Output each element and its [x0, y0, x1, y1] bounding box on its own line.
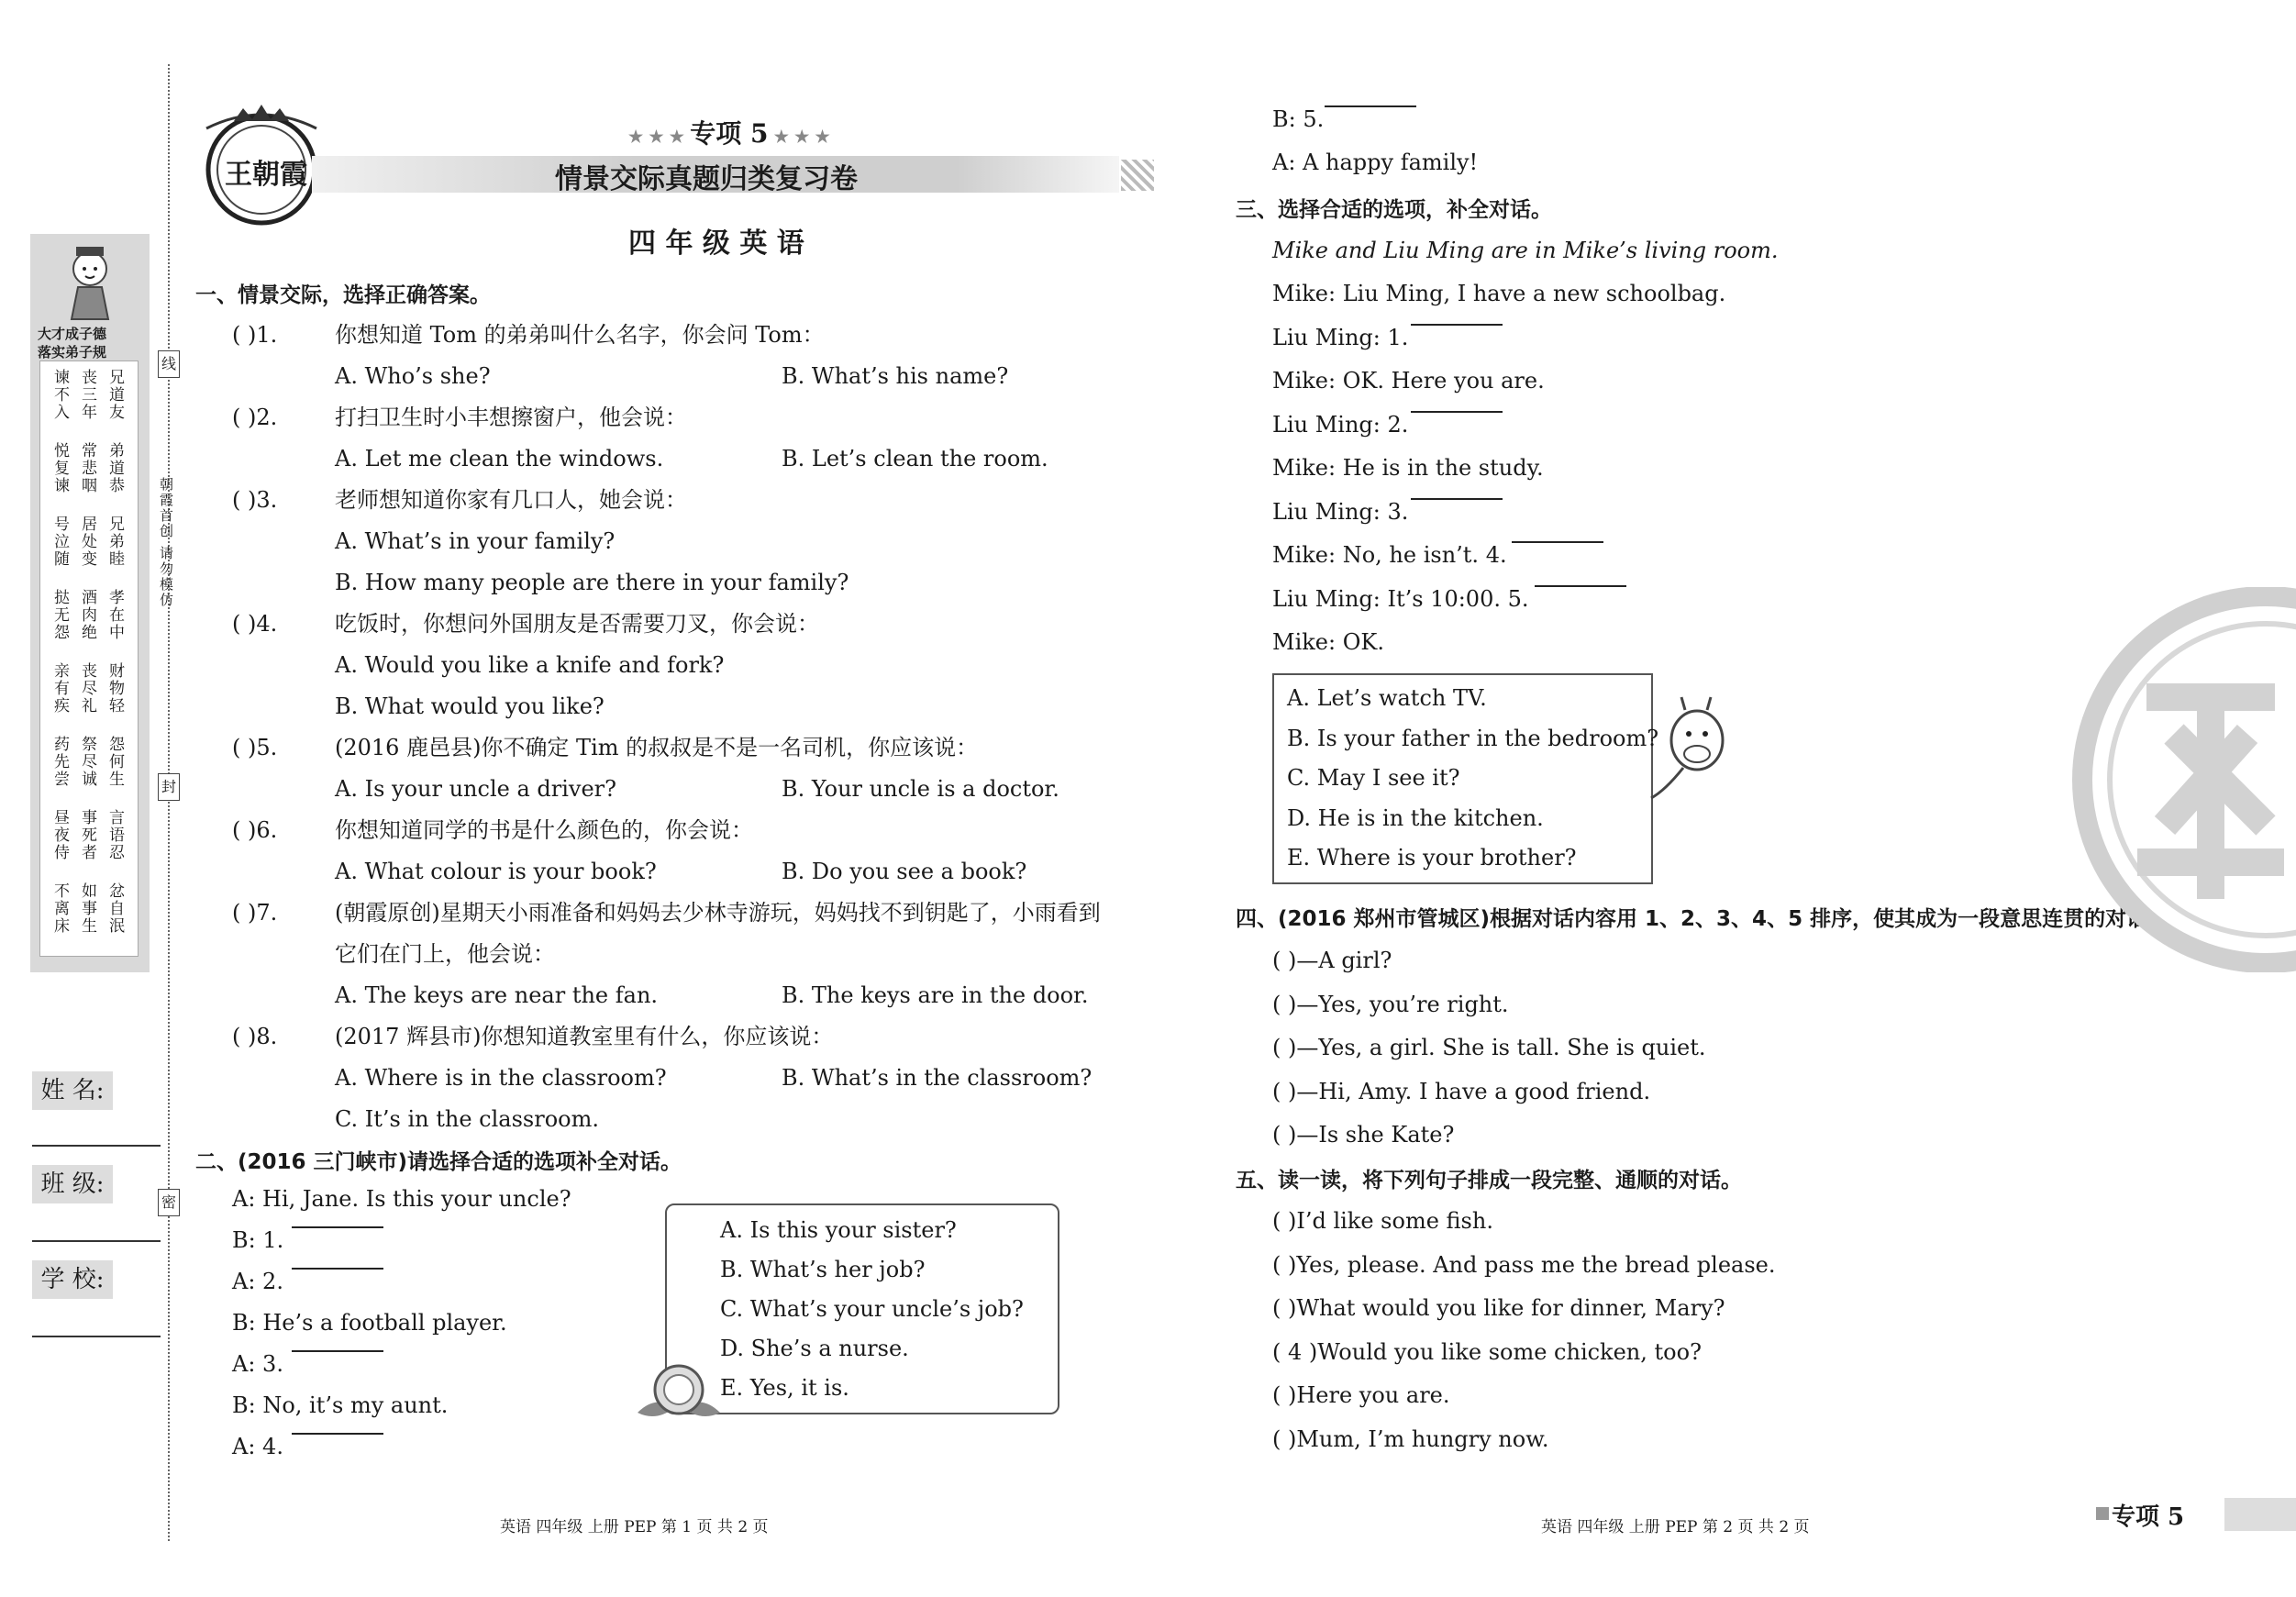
class-field[interactable]: [32, 1240, 161, 1242]
verse-column: 药先尝: [50, 736, 69, 788]
verse-column: 不离床: [50, 882, 69, 935]
giraffe-icon: [1647, 690, 1729, 809]
sidebar-panel: [30, 234, 150, 972]
binding-line: [168, 64, 170, 1541]
answer-blank[interactable]: [1325, 105, 1416, 107]
question-text: (朝霞原创)星期天小雨准备和妈妈去少林寺游玩，妈妈找不到钥匙了，小雨看到: [335, 900, 1101, 926]
verse-column: 如事生: [78, 882, 96, 935]
option-a[interactable]: A. The keys are near the fan.: [335, 982, 659, 1008]
class-label: 班 级:: [32, 1165, 113, 1203]
section5-heading: 五、读一读，将下列句子排成一段完整、通顺的对话。: [1236, 1169, 1742, 1192]
ordering-item[interactable]: ( )—Is she Kate?: [1272, 1122, 1455, 1148]
ordering-item[interactable]: ( )—A girl?: [1272, 948, 1392, 973]
section1-heading: 一、情景交际，选择正确答案。: [195, 283, 491, 307]
school-field[interactable]: [32, 1336, 161, 1337]
dialogue-line: Liu Ming: It’s 10:00. 5.: [1272, 585, 1529, 612]
child-scholar-illustration: [49, 241, 131, 324]
dialogue-line: A: 2.: [232, 1269, 283, 1294]
page-title: 情景交际真题归类复习卷: [555, 163, 858, 195]
secret-seal-watermark: [2064, 587, 2296, 972]
verse-column: 挞无怨: [50, 589, 69, 641]
verse-column: 号泣随: [50, 516, 69, 568]
dialogue-line: Mike: He is in the study.: [1272, 455, 1544, 481]
question-number: ( )5.: [232, 735, 278, 760]
verse-column: 忿自泯: [105, 882, 124, 935]
question-number: ( )1.: [232, 322, 278, 348]
dialogue-line: B: 1.: [232, 1227, 284, 1253]
section2-option: D. She’s a nurse.: [720, 1336, 909, 1361]
star-icon: ★ ★ ★: [628, 128, 691, 147]
answer-blank[interactable]: [1535, 585, 1626, 587]
verse-column: 言语忍: [105, 809, 124, 861]
dialogue-line: Mike: No, he isn’t. 4.: [1272, 542, 1507, 568]
question-text-cont: 它们在门上，他会说：: [335, 941, 555, 967]
ordering-item[interactable]: ( )Mum, I’m hungry now.: [1272, 1425, 1549, 1452]
ordering-item[interactable]: ( )Here you are.: [1272, 1382, 1450, 1408]
verse-column: 孝在中: [105, 589, 124, 641]
answer-blank[interactable]: [1512, 541, 1603, 543]
verse-column: 弟道恭: [105, 442, 124, 494]
option-b[interactable]: B. Your uncle is a doctor.: [782, 776, 1059, 802]
option-a[interactable]: A. What colour is your book?: [335, 859, 657, 884]
name-field[interactable]: [32, 1145, 161, 1147]
section2-option: C. What’s your uncle’s job?: [720, 1296, 1024, 1322]
dialogue-line: Liu Ming: 1.: [1272, 324, 1409, 350]
question-number: ( )2.: [232, 405, 278, 430]
option-a[interactable]: A. Is your uncle a driver?: [335, 776, 616, 802]
dialogue-line: Liu Ming: 2.: [1272, 411, 1409, 438]
answer-blank[interactable]: [1411, 411, 1503, 413]
section3-option: C. May I see it?: [1287, 765, 1460, 791]
verse-column: 酒肉绝: [78, 589, 96, 641]
option-a[interactable]: A. Where is in the classroom?: [335, 1065, 667, 1091]
ordering-item[interactable]: ( )—Hi, Amy. I have a good friend.: [1272, 1078, 1651, 1104]
section3-options-box: [1272, 673, 1659, 884]
star-icon: ★ ★ ★: [768, 128, 830, 147]
answer-blank[interactable]: [1411, 498, 1503, 500]
ordering-item[interactable]: ( )—Yes, you’re right.: [1272, 991, 1509, 1017]
verse-column: 祭尽诚: [78, 736, 96, 788]
dialogue-line: A: 3.: [232, 1351, 283, 1377]
section4-heading: 四、(2016 郑州市管城区)根据对话内容用 1、2、3、4、5 排序，使其成为一段意思连贯的对话。: [1236, 907, 2169, 931]
verse-column: 财物轻: [105, 662, 124, 715]
footer-dots: [2096, 1507, 2109, 1520]
verse-column: 居处变: [78, 516, 96, 568]
answer-blank[interactable]: [292, 1226, 383, 1228]
question-text: 你想知道 Tom 的弟弟叫什么名字，你会问 Tom：: [335, 322, 825, 348]
question-number: ( )7.: [232, 900, 278, 926]
verse-column: 兄道友: [105, 369, 124, 421]
scene-intro: Mike and Liu Ming are in Mike’s living room.: [1272, 238, 1779, 263]
answer-blank[interactable]: [292, 1268, 383, 1270]
option-b[interactable]: B. What would you like?: [335, 693, 605, 719]
option-b[interactable]: B. The keys are in the door.: [782, 982, 1089, 1008]
section2-option: B. What’s her job?: [720, 1257, 926, 1282]
banner-pattern: [1121, 160, 1154, 191]
footer-bar: [2224, 1498, 2296, 1531]
verse-box: [39, 360, 139, 957]
dialogue-line: B: No, it’s my aunt.: [232, 1392, 449, 1418]
ordering-item[interactable]: ( )What would you like for dinner, Mary?: [1272, 1295, 1725, 1321]
name-label: 姓 名:: [32, 1071, 113, 1110]
question-number: ( )6.: [232, 817, 278, 843]
school-label: 学 校:: [32, 1260, 113, 1299]
verse-column: 兄弟睦: [105, 516, 124, 568]
ordering-item[interactable]: ( 4 )Would you like some chicken, too?: [1272, 1338, 1702, 1365]
ordering-item[interactable]: ( )I’d like some fish.: [1272, 1208, 1493, 1234]
question-text: 打扫卫生时小丰想擦窗户，他会说：: [335, 405, 687, 430]
question-text: (2017 辉县市)你想知道教室里有什么，你应该说：: [335, 1024, 834, 1049]
seal-line: 线: [158, 350, 180, 378]
option-a[interactable]: A. Would you like a knife and fork?: [335, 652, 725, 678]
footer-right: 英语 四年级 上册 PEP 第 2 页 共 2 页: [1541, 1518, 1810, 1536]
verse-column: 怨何生: [105, 736, 124, 788]
question-text: 你想知道同学的书是什么颜色的，你会说：: [335, 817, 753, 843]
answer-blank[interactable]: [1411, 324, 1503, 326]
question-text: 老师想知道你家有几口人，她会说：: [335, 487, 687, 513]
verse-column: 昼夜侍: [50, 809, 69, 861]
question-text: 吃饭时，你想问外国朋友是否需要刀叉，你会说：: [335, 611, 819, 637]
verse-column: 亲有疾: [50, 662, 69, 715]
question-number: ( )8.: [232, 1024, 278, 1049]
dialogue-line: Liu Ming: 3.: [1272, 498, 1409, 525]
section3-option: A. Let’s watch TV.: [1287, 685, 1487, 711]
verse-column: 事死者: [78, 809, 96, 861]
option-b[interactable]: B. Do you see a book?: [782, 859, 1027, 884]
option-b[interactable]: B. How many people are there in your family?: [335, 570, 849, 595]
motto-line-1: 大才成子德: [38, 326, 107, 342]
dialogue-line: Mike: Liu Ming, I have a new schoolbag.: [1272, 281, 1726, 306]
dialogue-line: A: 4.: [232, 1434, 283, 1459]
ordering-item[interactable]: ( )—Yes, a girl. She is tall. She is quiet.: [1272, 1035, 1706, 1060]
option-b[interactable]: B. What’s in the classroom?: [782, 1065, 1093, 1091]
seal-secret: 密: [158, 1189, 180, 1216]
motto-line-2: 落实弟子规: [38, 344, 107, 360]
verse-column: 丧三年: [78, 369, 96, 421]
verse-column: 常悲咽: [78, 442, 96, 494]
section2-heading: 二、(2016 三门峡市)请选择合适的选项补全对话。: [195, 1150, 682, 1174]
dialogue-line: Mike: OK.: [1272, 629, 1384, 655]
question-number: ( )3.: [232, 487, 278, 513]
logo-text: 王朝霞: [225, 159, 307, 191]
answer-blank[interactable]: [292, 1433, 383, 1435]
answer-blank[interactable]: [292, 1350, 383, 1352]
option-b[interactable]: B. What’s his name?: [782, 363, 1009, 389]
footer-left: 英语 四年级 上册 PEP 第 1 页 共 2 页: [500, 1518, 769, 1536]
section2-option: A. Is this your sister?: [720, 1217, 957, 1243]
option-c[interactable]: C. It’s in the classroom.: [335, 1106, 599, 1132]
dialogue-line: Mike: OK. Here you are.: [1272, 368, 1545, 394]
section3-heading: 三、选择合适的选项，补全对话。: [1236, 198, 1552, 222]
dialogue-line: B: 5.: [1272, 106, 1325, 132]
question-text: (2016 鹿邑县)你不确定 Tim 的叔叔是不是一名司机，你应该说：: [335, 735, 979, 760]
seal-seal: 封: [158, 773, 180, 801]
question-number: ( )4.: [232, 611, 278, 637]
option-b[interactable]: B. Let’s clean the room.: [782, 446, 1048, 471]
option-a[interactable]: A. What’s in your family?: [335, 528, 616, 554]
section3-option: E. Where is your brother?: [1287, 845, 1577, 871]
side-note: 朝霞首创 请勿模仿: [158, 477, 174, 608]
dialogue-line: B: He’s a football player.: [232, 1310, 507, 1336]
verse-column: 悦复谏: [50, 442, 69, 494]
dialogue-line: A: Hi, Jane. Is this your uncle?: [232, 1186, 571, 1212]
medal-icon: [628, 1358, 729, 1431]
section3-option: D. He is in the kitchen.: [1287, 804, 1544, 831]
series-label: ★ ★ ★ 专项 5 ★ ★ ★: [628, 118, 830, 149]
option-a[interactable]: A. Let me clean the windows.: [335, 446, 664, 471]
footer-tag: 专项 5: [2112, 1503, 2185, 1531]
section3-option: B. Is your father in the bedroom?: [1287, 725, 1659, 751]
section2-option: E. Yes, it is.: [720, 1375, 849, 1401]
verse-column: 谏不入: [50, 369, 69, 421]
dialogue-line: A: A happy family!: [1272, 150, 1479, 175]
ordering-item[interactable]: ( )Yes, please. And pass me the bread please.: [1272, 1251, 1776, 1278]
verse-column: 丧尽礼: [78, 662, 96, 715]
option-a[interactable]: A. Who’s she?: [335, 363, 491, 389]
page-subtitle: 四 年 级 英 语: [628, 227, 804, 260]
